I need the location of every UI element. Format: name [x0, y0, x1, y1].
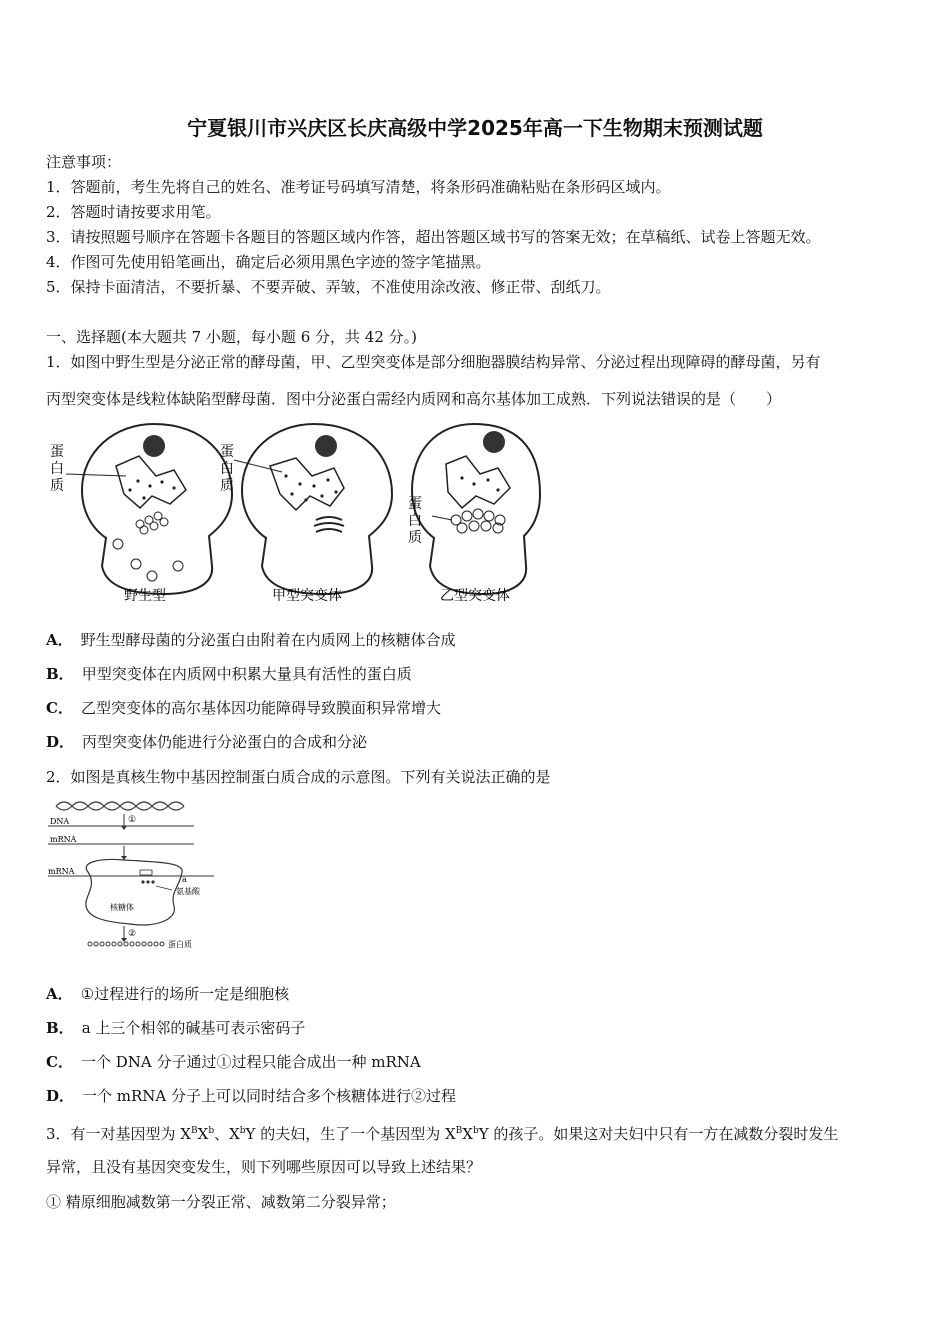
page-title: 宁夏银川市兴庆区长庆高级中学2025年高一下生物期末预测试题 — [187, 116, 763, 140]
q2-option-b — [46, 1018, 305, 1038]
option-text: 一个 mRNA 分子上可以同时结合多个核糖体进行②过程 — [82, 1087, 457, 1105]
protein-label-char: 蛋 — [50, 444, 64, 460]
q3-item-1: ① 精原细胞减数第一分裂正常、减数第二分裂异常； — [46, 1193, 396, 1211]
option-text: 甲型突变体在内质网中积累大量具有活性的蛋白质 — [81, 665, 412, 683]
option-label: C． — [46, 699, 73, 717]
q3-text: X — [462, 1125, 473, 1143]
protein-label-char: 质 — [50, 478, 64, 494]
q1-option-c — [46, 698, 441, 718]
protein-label-type-b — [408, 496, 422, 546]
option-label: C． — [46, 1053, 73, 1071]
cell-label-type-b: 乙型突变体 — [440, 588, 510, 604]
protein-label-type-a — [220, 444, 234, 494]
option-label: A． — [46, 985, 73, 1003]
protein-label-char: 白 — [50, 461, 64, 477]
step1-label: ① — [128, 815, 137, 825]
notice-item: 3．请按照题号顺序在答题卡各题目的答题区域内作答，超出答题区域书写的答案无效；在草稿纸、试卷上答题无效。 — [46, 228, 821, 246]
type-b-mutant-cell — [412, 424, 540, 594]
q3-stem-line1 — [46, 1121, 838, 1144]
option-text: 乙型突变体的高尔基体因功能障碍导致膜面积异常增大 — [80, 699, 441, 717]
amino-acid-label: 氨基酸 — [176, 887, 200, 896]
option-text: ①过程进行的场所一定是细胞核 — [80, 985, 290, 1003]
protein-label-wild — [50, 444, 64, 494]
q3-text: Y 的夫妇，生了一个基因型为 X — [245, 1125, 456, 1143]
q1-option-d — [46, 732, 367, 752]
section-heading: 一、选择题(本大题共 7 小题，每小题 6 分，共 42 分。) — [46, 328, 417, 346]
option-label: B． — [46, 1019, 74, 1037]
ribosome-label: 核糖体 — [110, 903, 134, 912]
q3-text: 、X — [214, 1125, 240, 1143]
protein-label-char: 蛋 — [220, 444, 234, 460]
q3-stem-line2: 异常，且没有基因突变发生，则下列哪些原因可以导致上述结果？ — [46, 1158, 482, 1176]
q3-sup: B — [191, 1126, 198, 1136]
dna-label: DNA — [50, 817, 70, 826]
q3-text: Y 的孩子。如果这对夫妇中只有一方在减数分裂时发生 — [478, 1125, 839, 1143]
step2-label: ② — [128, 929, 137, 939]
q3-sup: B — [455, 1126, 463, 1136]
protein-label-char: 蛋 — [408, 496, 422, 512]
q2-translation-figure — [44, 796, 224, 956]
option-label: A． — [46, 631, 73, 649]
option-text: 一个 DNA 分子通过①过程只能合成出一种 mRNA — [80, 1053, 421, 1071]
protein-chain — [88, 942, 164, 946]
q1-option-b — [46, 664, 412, 684]
q3-text: X — [197, 1125, 209, 1143]
option-text: 野生型酵母菌的分泌蛋白由附着在内质网上的核糖体合成 — [80, 631, 456, 649]
option-label: D． — [46, 733, 75, 751]
option-label: D． — [46, 1087, 75, 1105]
q2-option-d — [46, 1086, 456, 1106]
q3-sup: b — [239, 1126, 246, 1136]
q2-option-a — [46, 984, 289, 1004]
a-label: a — [182, 875, 187, 884]
protein-label-char: 白 — [408, 513, 422, 529]
protein-label-char: 质 — [408, 530, 422, 546]
q1-stem-line2: 丙型突变体是线粒体缺陷型酵母菌．图中分泌蛋白需经内质网和高尔基体加工成熟．下列说法错误的是（ ） — [46, 390, 782, 408]
wild-type-cell — [66, 424, 232, 594]
protein-label: 蛋白质 — [168, 940, 192, 949]
cell-label-type-a: 甲型突变体 — [272, 588, 342, 604]
notice-item: 1．答题前，考生先将自己的姓名、准考证号码填写清楚，将条形码准确粘贴在条形码区域内。 — [46, 178, 671, 196]
q3-text: 3．有一对基因型为 X — [46, 1125, 191, 1143]
option-text: 丙型突变体仍能进行分泌蛋白的合成和分泌 — [82, 733, 368, 751]
mrna-top-label: mRNA — [50, 835, 77, 844]
q1-option-a — [46, 630, 456, 650]
q2-option-c — [46, 1052, 421, 1072]
protein-label-char: 质 — [220, 478, 234, 494]
q2-stem: 2．如图是真核生物中基因控制蛋白质合成的示意图。下列有关说法正确的是 — [46, 768, 551, 786]
notice-item: 5．保持卡面清洁，不要折暴、不要弄破、弄皱，不准使用涂改液、修正带、刮纸刀。 — [46, 278, 611, 296]
type-a-mutant-cell — [234, 424, 392, 594]
mrna-left-label: mRNA — [48, 867, 75, 876]
q3-sup: b — [208, 1126, 215, 1136]
notice-item: 2．答题时请按要求用笔。 — [46, 203, 221, 221]
q1-stem-line1: 1．如图中野生型是分泌正常的酵母菌，甲、乙型突变体是部分细胞器膜结构异常、分泌过程出现障碍的酵母菌，另有 — [46, 353, 821, 371]
cell-label-wild: 野生型 — [124, 588, 166, 604]
notice-item: 4．作图可先使用铅笔画出，确定后必须用黑色字迹的签字笔描黑。 — [46, 253, 491, 271]
protein-label-char: 白 — [220, 461, 234, 477]
notice-heading: 注意事项： — [46, 153, 122, 171]
option-text: a 上三个相邻的碱基可表示密码子 — [81, 1019, 306, 1037]
option-label: B． — [46, 665, 74, 683]
q1-cell-figure — [44, 416, 544, 608]
q3-sup: b — [472, 1126, 479, 1136]
